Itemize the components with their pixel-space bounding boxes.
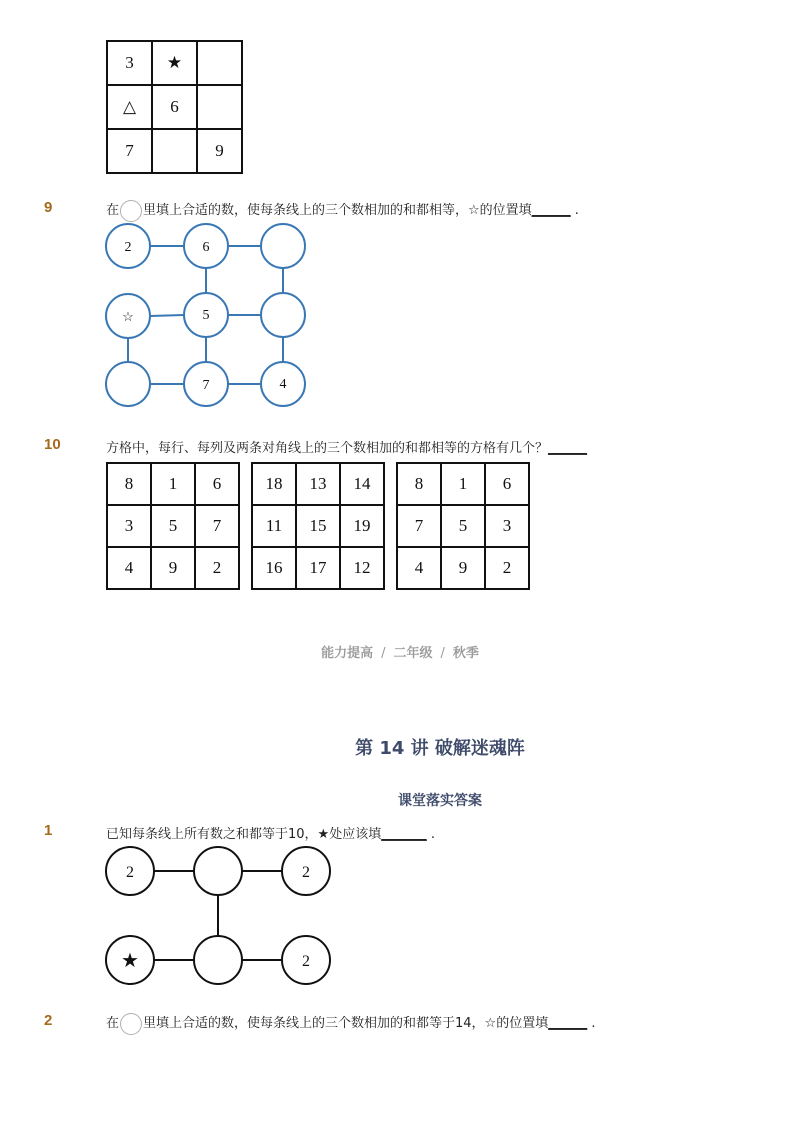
grid-cell: 1 [151,463,195,505]
grid-cell [197,85,242,129]
diagram-node[interactable] [261,224,305,268]
node-value: 7 [202,378,210,393]
grid-cell: 9 [151,547,195,589]
grid-cell: 6 [485,463,529,505]
answer-blank[interactable]: _______ [381,827,427,842]
diagram-node[interactable] [194,847,242,895]
section-subtitle: 课堂落实答案 [398,793,482,809]
question-10-text-body: 方格中，每行、每列及两条对角线上的三个数相加的和都相等的方格有几个？ [106,441,549,456]
question-9-end: . [570,203,579,218]
answer-blank[interactable]: ______ [531,203,571,218]
star-filled-icon: ★ [121,950,139,972]
grid-cell: 9 [197,129,242,173]
grid-cell: 2 [485,547,529,589]
grid-cell: 1 [441,463,485,505]
grid-cell: 16 [252,547,296,589]
grid-cell: 17 [296,547,340,589]
magic-square-3 [396,462,530,590]
grid-cell: 6 [152,85,197,129]
node-value: 4 [279,377,287,392]
magic-square-2 [251,462,385,590]
chapter-title: 第 14 讲 破解迷魂阵 [355,738,525,759]
grid-cell: 8 [397,463,441,505]
magic-square-1 [106,462,240,590]
diagram-node[interactable] [261,293,305,337]
grid-cell [197,41,242,85]
grid-cell: 4 [397,547,441,589]
grid-cell: 11 [252,505,296,547]
question-2-text [106,1012,595,1035]
node-value: 2 [302,864,310,881]
footer-separator: / [381,646,386,661]
grid-cell: 15 [296,505,340,547]
a1-circle-diagram [100,843,340,988]
question-number-9: 9 [44,199,53,216]
grid-cell: 19 [340,505,384,547]
grid-cell: 7 [195,505,239,547]
question-number-10: 10 [44,436,61,453]
grid-cell: 7 [397,505,441,547]
node-value: 2 [126,864,134,881]
q9-circle-diagram [100,220,310,415]
diagram-node[interactable] [194,936,242,984]
question-9-text [106,199,579,222]
grid-cell: 12 [340,547,384,589]
question-1-text [106,823,435,842]
grid-cell: 7 [107,129,152,173]
node-value: 5 [202,308,210,323]
grid-cell: 18 [252,463,296,505]
footer-course: 能力提高 [321,646,374,661]
grid-cell: ★ [152,41,197,85]
blank-circle-icon [120,200,142,222]
grid-cell: △ [107,85,152,129]
node-value: 2 [124,240,132,255]
grid-cell: 3 [107,505,151,547]
question-2-end: . [587,1016,596,1031]
grid-cell: 13 [296,463,340,505]
node-value: 6 [202,240,210,255]
footer-season: 秋季 [452,646,479,661]
grid-cell: 4 [107,547,151,589]
question-number-2: 2 [44,1012,53,1029]
question-1-end: . [426,827,435,842]
grid-cell: 5 [151,505,195,547]
question-9-text-after: 里填上合适的数，使每条线上的三个数相加的和都相等，☆的位置填 [143,203,532,218]
grid-cell: 3 [107,41,152,85]
grid-cell: 8 [107,463,151,505]
grid-cell: 3 [485,505,529,547]
question-1-text-body: 已知每条线上所有数之和都等于10，★处应该填 [106,827,382,842]
grid-cell [152,129,197,173]
grid-cell: 5 [441,505,485,547]
answer-blank[interactable]: ______ [548,441,588,456]
grid-cell: 6 [195,463,239,505]
diagram-node[interactable] [106,362,150,406]
grid-cell: 2 [195,547,239,589]
question-10-text [106,437,587,456]
star-outline-icon: ☆ [122,309,134,324]
footer-grade: 二年级 [393,646,433,661]
node-value: 2 [302,953,310,970]
blank-circle-icon [120,1013,142,1035]
question-number-1: 1 [44,822,53,839]
grid-cell: 14 [340,463,384,505]
grid-cell: 9 [441,547,485,589]
answer-blank[interactable]: ______ [548,1016,588,1031]
footer-separator: / [440,646,445,661]
page-footer [0,642,800,661]
question-2-text-after: 里填上合适的数，使每条线上的三个数相加的和都等于14，☆的位置填 [143,1016,549,1031]
question-9-text-before: 在 [106,203,120,218]
question-2-text-before: 在 [106,1016,120,1031]
top-number-grid [106,40,243,174]
